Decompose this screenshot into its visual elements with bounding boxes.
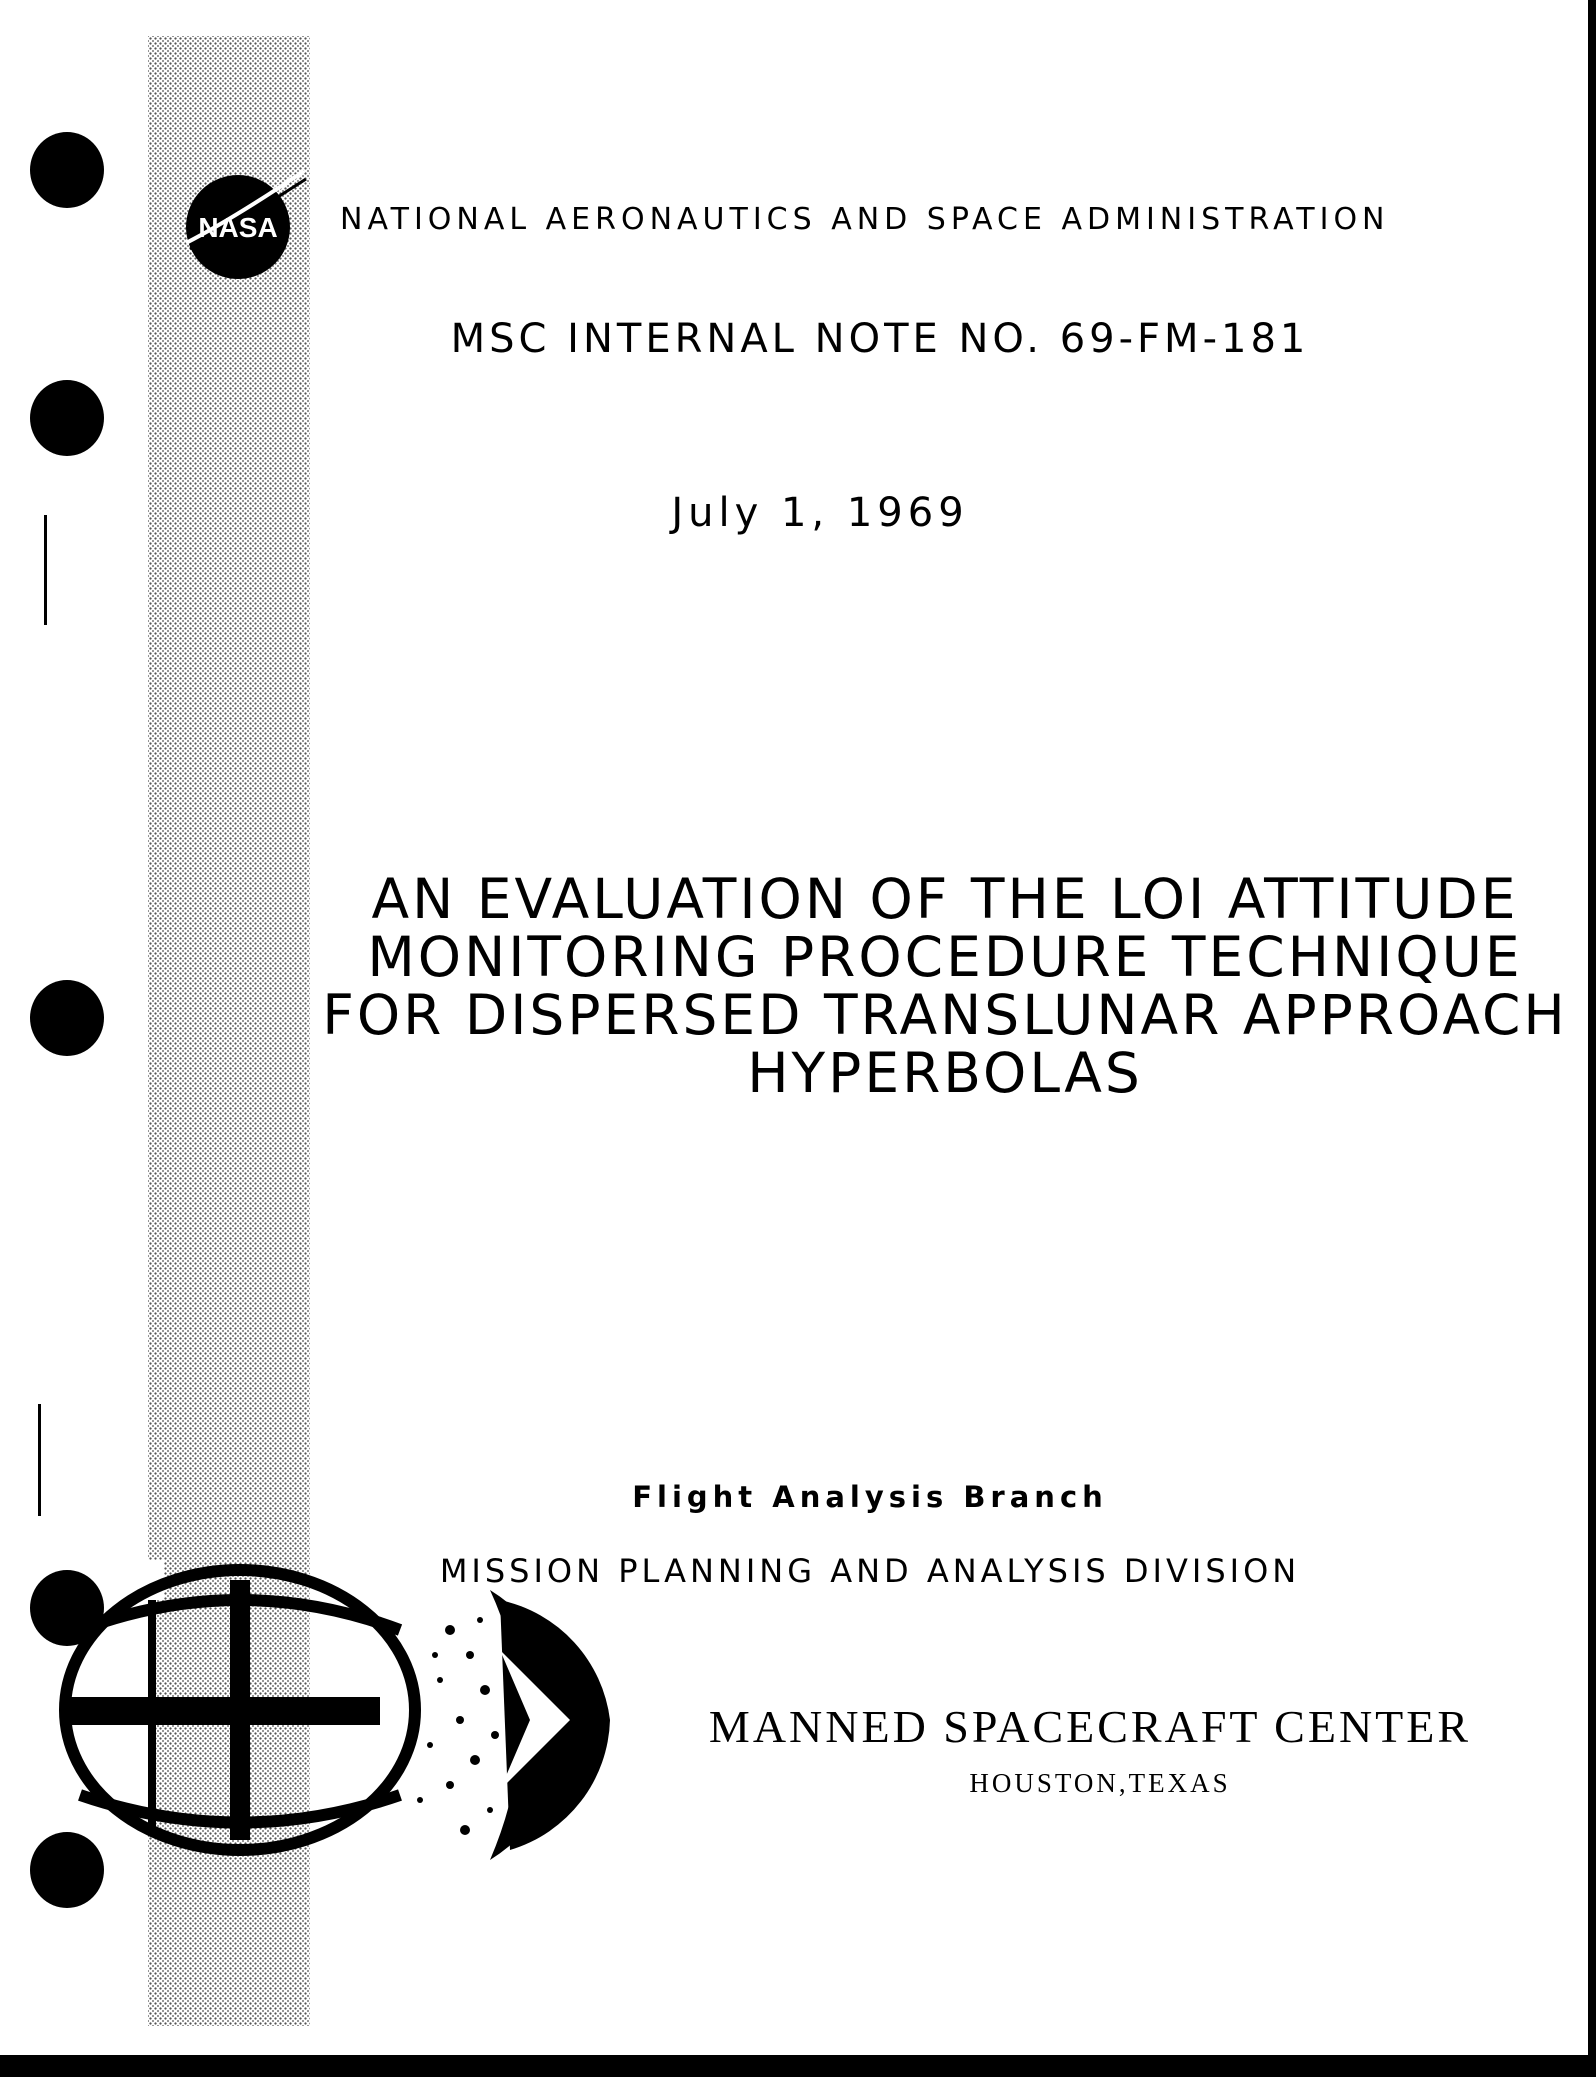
punch-hole-1 — [30, 132, 104, 208]
branch-name: Flight Analysis Branch — [632, 1480, 1108, 1514]
margin-line-1 — [44, 515, 47, 625]
title-line-1: AN EVALUATION OF THE LOI ATTITUDE — [371, 867, 1519, 931]
nasa-logo-text: NASA — [198, 212, 278, 243]
title-line-2: MONITORING PROCEDURE TECHNIQUE — [367, 925, 1523, 989]
scan-bottom-edge — [0, 2055, 1596, 2077]
margin-line-2 — [38, 1404, 41, 1516]
title-line-4: HYPERBOLAS — [747, 1041, 1143, 1105]
agency-name: NATIONAL AERONAUTICS AND SPACE ADMINISTRATION — [340, 202, 1390, 237]
title-line-3: FOR DISPERSED TRANSLUNAR APPROACH — [322, 983, 1568, 1047]
document-title — [300, 867, 1590, 1105]
nasa-insignia-icon — [176, 165, 310, 285]
center-location: HOUSTON,TEXAS — [969, 1768, 1231, 1798]
punch-hole-2 — [30, 380, 104, 456]
division-name: MISSION PLANNING AND ANALYSIS DIVISION — [439, 1552, 1301, 1590]
center-name: MANNED SPACECRAFT CENTER — [708, 1701, 1472, 1752]
note-number: MSC INTERNAL NOTE NO. 69-FM-181 — [450, 316, 1310, 362]
document-date: July 1, 1969 — [671, 490, 969, 536]
punch-hole-3 — [30, 980, 104, 1056]
msc-globe-logo-icon — [30, 1560, 640, 1890]
